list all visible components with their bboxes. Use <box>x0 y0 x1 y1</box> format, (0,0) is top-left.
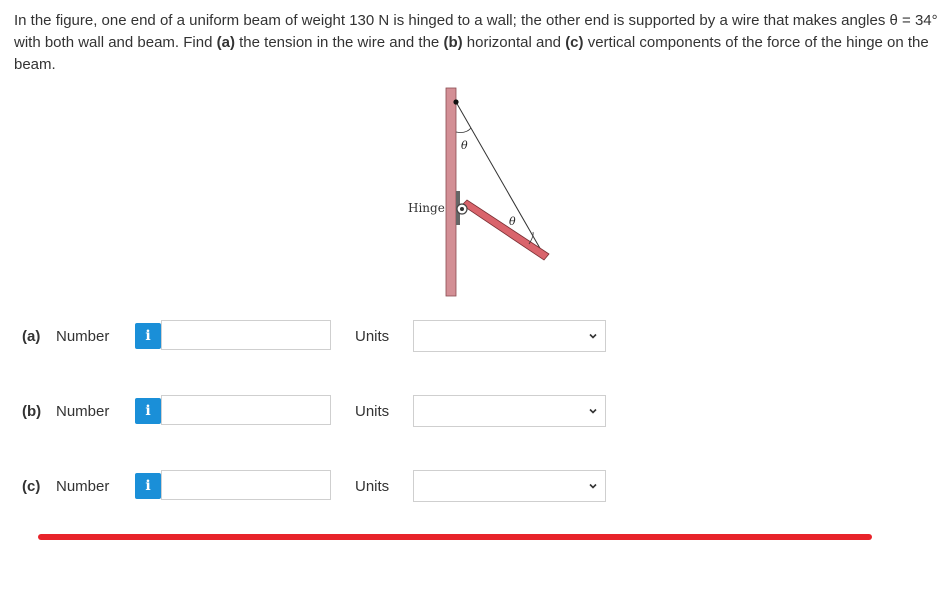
number-label: Number <box>56 403 110 420</box>
number-input-a[interactable] <box>161 320 331 350</box>
units-select-a[interactable] <box>413 320 606 352</box>
number-input-b[interactable] <box>161 395 331 425</box>
part-label: (c) <box>22 478 41 495</box>
theta-label-beam: θ <box>509 215 516 228</box>
info-icon[interactable]: i <box>135 473 161 499</box>
wire <box>456 102 545 257</box>
part-label: (a) <box>22 328 41 345</box>
number-input-c[interactable] <box>161 470 331 500</box>
info-icon[interactable]: i <box>135 398 161 424</box>
wire-attachment-dot <box>453 99 458 104</box>
question-text: In the figure, one end of a uniform beam of weight 130 N is hinged to a wall; the other end is supported by a wire that makes angles θ = 34° with both wall and beam. Find (a) the tension in the wire and the (b) horizontal and (c) vertical components of the force of the hinge on the beam. <box>14 12 938 73</box>
answer-row-a <box>22 320 622 354</box>
number-label: Number <box>56 328 110 345</box>
beam <box>462 200 549 260</box>
chevron-down-icon <box>588 481 598 491</box>
wall <box>446 88 456 296</box>
answer-row-b <box>22 395 622 429</box>
info-icon[interactable]: i <box>135 323 161 349</box>
units-label: Units <box>355 328 390 345</box>
units-label: Units <box>355 478 390 495</box>
red-progress-line <box>38 534 872 540</box>
part-label: (b) <box>22 403 42 420</box>
chevron-down-icon <box>588 406 598 416</box>
theta-arc-wall <box>456 128 471 133</box>
units-select-c[interactable] <box>413 470 606 502</box>
units-label: Units <box>355 403 390 420</box>
hinge-pin-center <box>460 207 464 211</box>
theta-label-top: θ <box>461 139 468 152</box>
beam-figure <box>400 84 560 300</box>
hinge-label: Hinge <box>408 201 445 215</box>
number-label: Number <box>56 478 110 495</box>
chevron-down-icon <box>588 331 598 341</box>
answer-row-c <box>22 470 622 504</box>
units-select-b[interactable] <box>413 395 606 427</box>
